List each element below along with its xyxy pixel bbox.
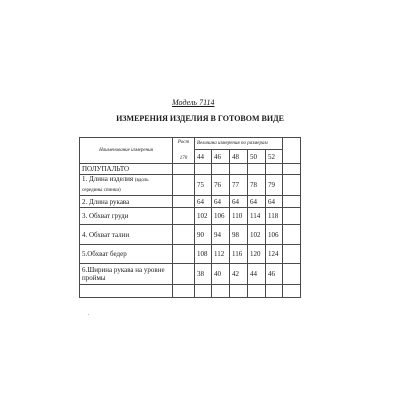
row-value: 75	[195, 175, 212, 196]
row-value: 64	[266, 196, 283, 208]
table-row	[80, 196, 301, 208]
row-name: 4. Обхват талии	[80, 225, 173, 245]
table-row-section	[80, 164, 301, 175]
row-name: 2. Длина рукава	[80, 196, 173, 208]
row-value: 64	[230, 196, 248, 208]
row-value: 42	[230, 264, 248, 285]
header-rost	[173, 138, 195, 164]
table-row	[80, 208, 301, 225]
row-value: 78	[248, 175, 266, 196]
table-row	[80, 225, 301, 245]
row-value: 108	[195, 245, 212, 264]
row-value: 118	[266, 208, 283, 225]
size-46: 46	[212, 150, 230, 164]
row-value: 79	[266, 175, 283, 196]
size-50: 50	[248, 150, 266, 164]
size-48: 48	[230, 150, 248, 164]
row-value: 110	[230, 208, 248, 225]
row-value: 124	[266, 245, 283, 264]
row-value: 114	[248, 208, 266, 225]
measurements-table	[79, 137, 301, 298]
row-value: 106	[212, 208, 230, 225]
row-value: 76	[212, 175, 230, 196]
row-note: (вдоль середины спинки)	[82, 178, 149, 193]
header-rost-value: 170	[179, 156, 188, 161]
section-label: ПОЛУПАЛЬТО	[80, 164, 173, 175]
header-empty-cell	[283, 138, 301, 164]
row-name: 3. Обхват груди	[80, 208, 173, 225]
header-sizes-caption: Величина измерения по размерам	[195, 138, 283, 150]
header-rost-label: Рост	[177, 140, 190, 145]
row-name: 1. Длина изделия (вдоль середины спинки)	[80, 175, 173, 196]
row-value: 90	[195, 225, 212, 245]
row-value: 64	[195, 196, 212, 208]
size-52: 52	[266, 150, 283, 164]
size-44: 44	[195, 150, 212, 164]
row-value: 40	[212, 264, 230, 285]
row-value: 77	[230, 175, 248, 196]
row-value: 106	[266, 225, 283, 245]
row-name: 6.Ширина рукава на уровне проймы	[80, 264, 173, 285]
table-row	[80, 175, 301, 196]
document-title: ИЗМЕРЕНИЯ ИЗДЕЛИЯ В ГОТОВОМ ВИДЕ	[116, 114, 284, 123]
row-value: 116	[230, 245, 248, 264]
row-name: 5.Обхват бедер	[80, 245, 173, 264]
row-value: 94	[212, 225, 230, 245]
table-row-empty	[80, 285, 301, 298]
row-value: 64	[248, 196, 266, 208]
row-value: 64	[212, 196, 230, 208]
row-value: 44	[248, 264, 266, 285]
table-row	[80, 264, 301, 285]
table-row	[80, 245, 301, 264]
row-value: 120	[248, 245, 266, 264]
model-label: Модель 7114	[172, 98, 215, 107]
row-value: 46	[266, 264, 283, 285]
header-name: Наименование измерения	[80, 138, 173, 164]
row-value: 102	[195, 208, 212, 225]
row-value: 102	[248, 225, 266, 245]
table-header-row-1	[80, 138, 301, 150]
row-value: 38	[195, 264, 212, 285]
row-value: 98	[230, 225, 248, 245]
row-value: 112	[212, 245, 230, 264]
footer-mark: .	[88, 311, 90, 317]
